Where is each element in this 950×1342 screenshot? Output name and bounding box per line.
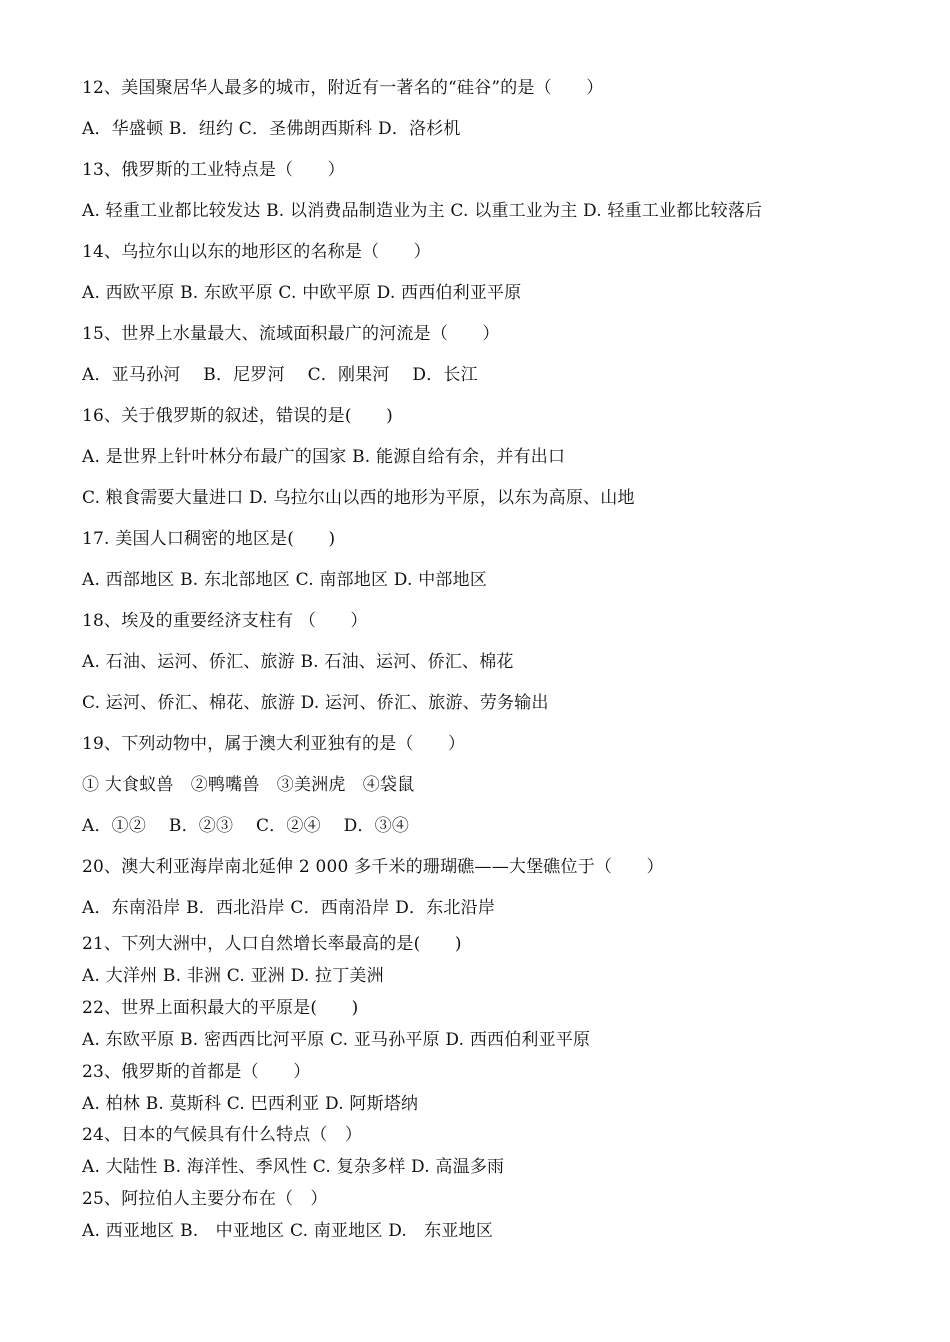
question-21-options: A. 大洋州 B. 非洲 C. 亚洲 D. 拉丁美洲 (82, 966, 384, 986)
question-16: 16、关于俄罗斯的叙述，错误的是( ) (82, 406, 393, 426)
question-21: 21、下列大洲中，人口自然增长率最高的是( ) (82, 934, 462, 954)
question-19: 19、下列动物中，属于澳大利亚独有的是（ ） (82, 734, 466, 754)
question-16-options-ab: A. 是世界上针叶林分布最广的国家 B. 能源自给有余，并有出口 (82, 447, 566, 467)
question-20: 20、澳大利亚海岸南北延伸 2 000 多千米的珊瑚礁——大堡礁位于（ ） (82, 857, 664, 877)
question-13: 13、俄罗斯的工业特点是（ ） (82, 160, 345, 180)
question-23-options: A. 柏林 B. 莫斯科 C. 巴西利亚 D. 阿斯塔纳 (82, 1094, 419, 1114)
question-18-options-ab: A. 石油、运河、侨汇、旅游 B. 石油、运河、侨汇、棉花 (82, 652, 514, 672)
question-22: 22、世界上面积最大的平原是( ) (82, 998, 359, 1018)
question-19-options: A．①② B．②③ C．②④ D．③④ (82, 816, 410, 836)
question-25-options: A. 西亚地区 B. 中亚地区 C. 南亚地区 D. 东亚地区 (82, 1221, 494, 1241)
question-15-options: A．亚马孙河 B．尼罗河 C．刚果河 D．长江 (82, 365, 478, 385)
question-18: 18、埃及的重要经济支柱有 （ ） (82, 611, 368, 631)
question-24: 24、日本的气候具有什么特点（ ） (82, 1125, 363, 1145)
question-14: 14、乌拉尔山以东的地形区的名称是（ ） (82, 242, 431, 262)
question-18-options-cd: C. 运河、侨汇、棉花、旅游 D. 运河、侨汇、旅游、劳务输出 (82, 693, 549, 713)
question-12: 12、美国聚居华人最多的城市，附近有一著名的“硅谷”的是（ ） (82, 78, 604, 98)
question-22-options: A. 东欧平原 B. 密西西比河平原 C. 亚马孙平原 D. 西西伯利亚平原 (82, 1030, 591, 1050)
question-17: 17. 美国人口稠密的地区是( ) (82, 529, 336, 549)
question-13-options: A. 轻重工业都比较发达 B. 以消费品制造业为主 C. 以重工业为主 D. 轻重工业都比较落后 (82, 201, 763, 221)
question-23: 23、俄罗斯的首都是（ ） (82, 1062, 311, 1082)
question-17-options: A. 西部地区 B. 东北部地区 C. 南部地区 D. 中部地区 (82, 570, 488, 590)
question-15: 15、世界上水量最大、流域面积最广的河流是（ ） (82, 324, 500, 344)
question-25: 25、阿拉伯人主要分布在（ ） (82, 1189, 328, 1209)
question-20-options: A．东南沿岸 B．西北沿岸 C．西南沿岸 D．东北沿岸 (82, 898, 496, 918)
question-14-options: A. 西欧平原 B. 东欧平原 C. 中欧平原 D. 西西伯利亚平原 (82, 283, 522, 303)
question-19-animals: ① 大食蚁兽 ②鸭嘴兽 ③美洲虎 ④袋鼠 (82, 775, 415, 795)
question-16-options-cd: C. 粮食需要大量进口 D. 乌拉尔山以西的地形为平原，以东为高原、山地 (82, 488, 635, 508)
question-12-options: A．华盛顿 B．纽约 C．圣佛朗西斯科 D．洛杉机 (82, 119, 461, 139)
question-24-options: A. 大陆性 B. 海洋性、季风性 C. 复杂多样 D. 高温多雨 (82, 1157, 505, 1177)
